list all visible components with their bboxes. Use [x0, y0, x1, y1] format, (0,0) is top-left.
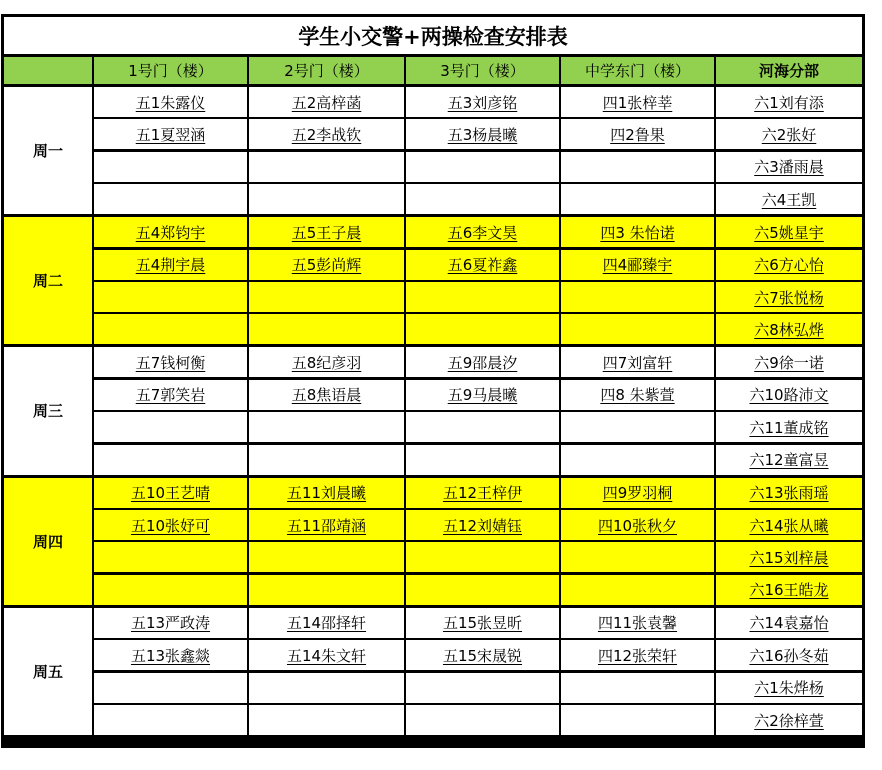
table-cell: 五11邵靖涵 [249, 510, 404, 540]
table-cell: 六16孙冬茹 [716, 640, 862, 670]
table-cell [94, 412, 247, 442]
table-cell: 六16王皓龙 [716, 575, 862, 605]
table-cell: 五7郭笑岩 [94, 380, 247, 410]
table-cell [561, 184, 714, 214]
table-cell: 四7刘富轩 [561, 347, 714, 377]
table-cell [406, 575, 559, 605]
table-cell: 五9邵晨汐 [406, 347, 559, 377]
day-label: 周四 [4, 478, 92, 605]
table-cell [406, 282, 559, 312]
table-cell [94, 673, 247, 703]
table-cell [94, 705, 247, 735]
table-cell: 六7张悦杨 [716, 282, 862, 312]
table-cell: 五10王艺晴 [94, 478, 247, 508]
day-label: 周三 [4, 347, 92, 474]
table-cell: 四8 朱紫萱 [561, 380, 714, 410]
table-cell: 五12王梓伊 [406, 478, 559, 508]
table-cell: 六9徐一诺 [716, 347, 862, 377]
table-cell: 六4王凯 [716, 184, 862, 214]
table-cell: 六6方心怡 [716, 250, 862, 280]
table-cell: 六11董成铭 [716, 412, 862, 442]
day-label: 周五 [4, 608, 92, 735]
table-cell: 六2张好 [716, 119, 862, 149]
table-title: 学生小交警+两操检查安排表 [4, 17, 862, 54]
table-cell: 六15刘梓晨 [716, 542, 862, 572]
table-cell: 五8焦语晨 [249, 380, 404, 410]
table-cell [249, 673, 404, 703]
table-cell: 五7钱柯衡 [94, 347, 247, 377]
day-label: 周一 [4, 87, 92, 214]
table-cell [561, 314, 714, 344]
table-cell: 六3潘雨晨 [716, 152, 862, 182]
table-cell: 五10张妤可 [94, 510, 247, 540]
table-cell [94, 314, 247, 344]
table-cell: 四10张秋夕 [561, 510, 714, 540]
table-cell: 四4郦臻宇 [561, 250, 714, 280]
table-cell [561, 705, 714, 735]
column-header: 3号门（楼） [406, 57, 559, 84]
table-cell: 六1刘有添 [716, 87, 862, 117]
table-cell: 五13张鑫燚 [94, 640, 247, 670]
table-cell: 六14袁嘉怡 [716, 608, 862, 638]
header-corner [4, 57, 92, 84]
table-cell [406, 445, 559, 475]
table-cell: 五2李战钦 [249, 119, 404, 149]
table-cell: 六2徐梓萱 [716, 705, 862, 735]
table-cell [249, 575, 404, 605]
table-cell [94, 184, 247, 214]
table-cell: 四2鲁果 [561, 119, 714, 149]
table-cell: 五3杨晨曦 [406, 119, 559, 149]
schedule-table [1, 14, 865, 748]
table-cell [561, 542, 714, 572]
table-cell: 四9罗羽桐 [561, 478, 714, 508]
table-cell: 五12刘婧钰 [406, 510, 559, 540]
table-cell: 五14邵择轩 [249, 608, 404, 638]
table-cell: 五4荆宇晨 [94, 250, 247, 280]
table-cell [561, 152, 714, 182]
table-cell: 四3 朱怡诺 [561, 217, 714, 247]
table-cell: 五8纪彦羽 [249, 347, 404, 377]
day-label: 周二 [4, 217, 92, 344]
table-cell: 五1夏翌涵 [94, 119, 247, 149]
table-cell: 五4郑钧宇 [94, 217, 247, 247]
table-cell [406, 412, 559, 442]
table-cell: 五11刘晨曦 [249, 478, 404, 508]
table-cell [561, 282, 714, 312]
table-cell: 五5王子晨 [249, 217, 404, 247]
table-cell [249, 282, 404, 312]
table-cell: 五5彭尚辉 [249, 250, 404, 280]
table-cell [94, 575, 247, 605]
table-cell: 五1朱露仪 [94, 87, 247, 117]
table-cell: 四1张梓莘 [561, 87, 714, 117]
table-cell: 六12童富昱 [716, 445, 862, 475]
table-cell [561, 445, 714, 475]
table-cell: 六8林弘烨 [716, 314, 862, 344]
table-cell [406, 314, 559, 344]
table-cell: 五6李文昊 [406, 217, 559, 247]
table-cell [406, 542, 559, 572]
table-cell [94, 282, 247, 312]
table-cell [249, 542, 404, 572]
table-cell [249, 705, 404, 735]
column-header: 1号门（楼） [94, 57, 247, 84]
table-cell: 六13张雨瑶 [716, 478, 862, 508]
table-cell: 六5姚星宇 [716, 217, 862, 247]
table-cell: 五14朱文轩 [249, 640, 404, 670]
table-cell [94, 152, 247, 182]
table-cell: 五6夏祚鑫 [406, 250, 559, 280]
table-cell: 五15张昱昕 [406, 608, 559, 638]
table-cell: 四12张荣轩 [561, 640, 714, 670]
table-cell [406, 152, 559, 182]
table-cell [249, 314, 404, 344]
table-cell [249, 152, 404, 182]
column-header: 2号门（楼） [249, 57, 404, 84]
column-header: 中学东门（楼） [561, 57, 714, 84]
table-cell: 六10路沛文 [716, 380, 862, 410]
table-cell [249, 412, 404, 442]
table-cell: 六1朱烨杨 [716, 673, 862, 703]
table-cell [249, 445, 404, 475]
table-cell [561, 673, 714, 703]
table-cell [406, 673, 559, 703]
column-header: 河海分部 [716, 57, 862, 84]
table-cell: 四11张袁馨 [561, 608, 714, 638]
table-cell: 五13严政涛 [94, 608, 247, 638]
table-cell [249, 184, 404, 214]
table-cell: 五15宋晟锐 [406, 640, 559, 670]
table-cell: 五9马晨曦 [406, 380, 559, 410]
table-cell [406, 705, 559, 735]
table-cell [561, 412, 714, 442]
table-cell [561, 575, 714, 605]
table-cell: 五2高梓菡 [249, 87, 404, 117]
table-cell [406, 184, 559, 214]
table-cell: 六14张从曦 [716, 510, 862, 540]
table-grid [4, 57, 862, 745]
table-cell: 五3刘彦铭 [406, 87, 559, 117]
table-cell [94, 542, 247, 572]
table-cell [94, 445, 247, 475]
